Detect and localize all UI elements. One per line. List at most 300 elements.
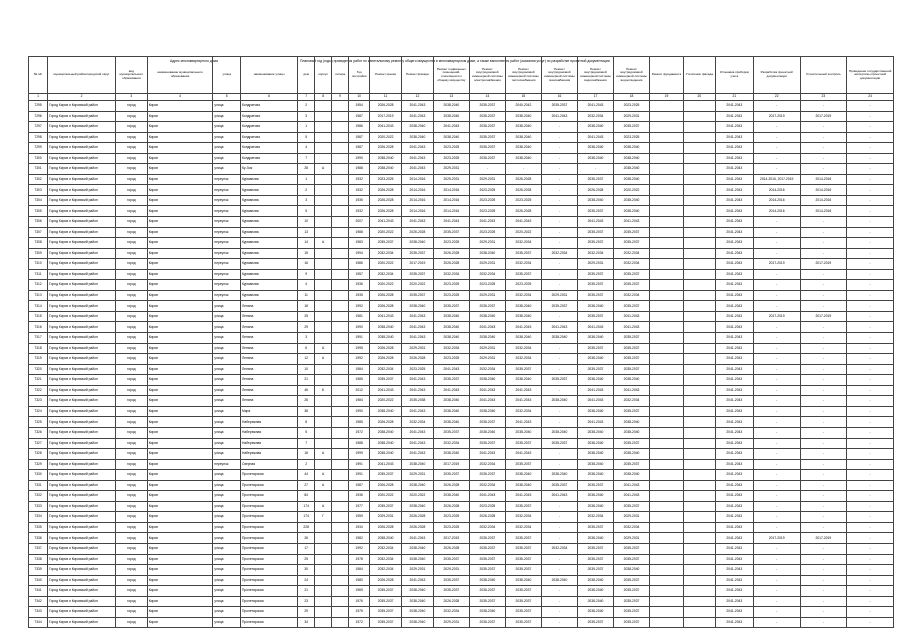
table-cell: 2041-2043 [715,607,753,618]
table-cell: 2032-2034 [469,269,505,280]
table-cell [332,385,349,396]
table-cell: 2041-2043 [433,364,469,375]
table-cell [315,227,332,238]
table-cell: 2023-2025 [614,132,650,143]
table-cell: город [115,491,147,502]
table-cell: 2029-2031 [469,290,505,301]
table-cell: 2038-2040 [370,153,402,164]
table-cell: 2026-2028 [505,206,541,217]
table-cell: 2038-2040 [505,575,541,586]
table-cell: 2035-2037 [433,554,469,565]
table-cell: - [753,501,800,512]
table-cell: 2023-2025 [505,195,541,206]
table-cell: 7316 [29,322,48,333]
table-cell: 2026-2028 [469,512,505,523]
table-cell [332,153,349,164]
column-number: 21 [715,94,753,101]
table-cell: Киров [147,512,213,523]
table-cell [315,596,332,607]
table-cell: - [847,522,894,533]
table-cell: город [115,375,147,386]
table-cell [683,101,715,112]
table-cell: 2041-2043 [402,449,434,460]
table-cell: 1972 [349,617,370,628]
table-cell: - [753,143,800,154]
table-cell: 7340 [29,575,48,586]
table-cell: 7338 [29,554,48,565]
table-cell: улица [213,543,241,554]
table-cell: 2041-2043 [715,248,753,259]
table-cell: 2023-2025 [469,206,505,217]
table-cell: Кондратова [240,153,297,164]
column-header: литера [332,57,349,94]
table-cell: улица [213,554,241,565]
table-row [29,174,894,185]
table-cell: 2017-2019 [753,533,800,544]
table-cell [683,396,715,407]
table-cell: город [115,227,147,238]
table-cell: 2041-2043 [614,322,650,333]
table-cell: переулок [213,269,241,280]
table-cell: 2041-2043 [402,111,434,122]
table-cell: 2032-2034 [370,248,402,259]
table-cell: 2017-2019 [402,259,434,270]
table-cell: 2038-2040 [370,533,402,544]
table-row [29,111,894,122]
table-cell: 7333 [29,501,48,512]
table-cell: 2041-2043 [505,385,541,396]
table-cell [683,501,715,512]
table-cell: город [115,596,147,607]
table-cell: Город Киров и Кировский район [48,575,116,586]
table-cell: 7308 [29,238,48,249]
table-cell: 1988 [349,227,370,238]
table-row [29,132,894,143]
table-cell: Мира [240,406,297,417]
table-cell [315,269,332,280]
table-cell: 2035-2037 [541,480,577,491]
table-cell: - [753,333,800,344]
table-cell: 1988 [349,164,370,175]
table-cell [650,406,684,417]
table-cell: 1984 [349,364,370,375]
table-cell: 2041-2043 [715,333,753,344]
table-row [29,522,894,533]
column-header: дом [298,57,315,94]
table-cell: Город Киров и Кировский район [48,259,116,270]
table-cell: город [115,459,147,470]
table-cell [650,575,684,586]
table-cell: Набережная [240,438,297,449]
table-cell: 21 [298,375,315,386]
table-cell: 2032-2034 [370,565,402,576]
table-cell: - [753,459,800,470]
table-cell: 2 [298,459,315,470]
table-cell: 2038-2040 [370,164,402,175]
table-cell: 2038-2040 [577,333,613,344]
table-cell: - [753,406,800,417]
table-cell: Киров [147,354,213,365]
table-cell: 2038-2040 [614,565,650,576]
table-cell: - [800,596,847,607]
column-header: Ремонт внутридомовой инженерной системы водоотведения [614,57,650,94]
table-cell: 2029-2031 [577,259,613,270]
table-cell: улица [213,301,241,312]
table-cell: 2035-2037 [505,533,541,544]
table-cell: 2038-2040 [541,333,577,344]
table-cell: 2038-2040 [541,396,577,407]
table-cell: 2035-2037 [614,406,650,417]
table-cell: 2035-2037 [614,364,650,375]
table-cell: 2017-2019 [800,533,847,544]
table-cell [315,427,332,438]
column-header: Ремонт подвальных помещений, относящихся к общему имуществу [433,57,469,94]
table-cell: 2023-2025 [433,354,469,365]
table-cell: - [847,449,894,460]
table-cell: Город Киров и Кировский район [48,217,116,228]
table-cell: 2014-2016 [402,174,434,185]
table-cell: 2032-2034 [469,480,505,491]
table-cell: - [753,343,800,354]
table-cell: 7 [298,438,315,449]
column-header: наименование улицы [240,57,297,94]
table-cell: 2035-2037 [469,143,505,154]
table-cell: 2035-2037 [577,290,613,301]
table-cell: 2017-2019 [753,259,800,270]
table-cell: 2038-2040 [433,101,469,112]
table-cell: 2035-2037 [370,470,402,481]
table-cell: 2032-2034 [577,111,613,122]
table-cell: 2041-2043 [614,311,650,322]
table-cell: 2038-2040 [505,122,541,133]
table-cell: Киров [147,522,213,533]
table-cell: - [753,512,800,523]
table-row [29,227,894,238]
table-cell [650,217,684,228]
table-cell: Киров [147,406,213,417]
table-cell [332,491,349,502]
table-cell [332,533,349,544]
table-row [29,375,894,386]
table-cell [650,206,684,217]
table-cell: 2038-2040 [433,406,469,417]
table-cell: - [847,480,894,491]
table-cell: - [541,206,577,217]
table-cell: - [541,459,577,470]
table-cell: 7318 [29,343,48,354]
table-cell: город [115,122,147,133]
table-cell: Киров [147,217,213,228]
table-cell [332,617,349,628]
table-cell: Киров [147,227,213,238]
table-cell: 2041-2043 [541,111,577,122]
table-cell: - [541,280,577,291]
table-cell: 12 [298,354,315,365]
table-cell: Город Киров и Кировский район [48,269,116,280]
table-cell: - [847,354,894,365]
table-cell: - [753,322,800,333]
table-cell: - [753,470,800,481]
table-cell: А [315,343,332,354]
table-cell: 28 [298,164,315,175]
table-cell [332,607,349,618]
table-cell: переулок [213,280,241,291]
table-cell [332,343,349,354]
column-number: 15 [505,94,541,101]
table-cell: - [541,385,577,396]
table-cell [650,512,684,523]
table-cell: 2023-2025 [505,280,541,291]
table-cell [332,364,349,375]
table-cell: - [800,449,847,460]
table-cell: 2035-2037 [577,565,613,576]
table-cell: 7339 [29,565,48,576]
table-cell [332,596,349,607]
table-cell: 2023-2025 [433,290,469,301]
column-number: 22 [753,94,800,101]
table-cell [683,153,715,164]
table-cell: - [541,586,577,597]
table-cell [315,565,332,576]
table-cell [315,301,332,312]
table-cell: 2035-2037 [614,575,650,586]
table-cell: город [115,195,147,206]
table-cell: Ленина [240,322,297,333]
table-cell [332,575,349,586]
table-cell: 1984 [349,565,370,576]
table-cell: 2041-2043 [715,174,753,185]
table-cell: 2035-2037 [614,280,650,291]
table-cell: - [541,132,577,143]
table-cell: - [847,248,894,259]
table-cell: - [800,375,847,386]
table-cell: 2041-2043 [715,554,753,565]
table-cell: - [847,396,894,407]
table-cell [332,259,349,270]
table-cell [332,375,349,386]
table-cell: 2026-2028 [433,480,469,491]
table-cell: 2038-2040 [469,406,505,417]
table-cell: - [753,586,800,597]
table-cell: 2041-2043 [715,227,753,238]
table-cell [315,311,332,322]
table-cell: - [541,354,577,365]
table-cell: 2023-2025 [469,195,505,206]
table-cell: Город Киров и Кировский район [48,343,116,354]
table-cell: 2041-2043 [469,396,505,407]
table-cell: 1994 [349,248,370,259]
table-cell [683,164,715,175]
table-cell [315,248,332,259]
table-cell: 2023-2025 [614,101,650,112]
table-cell: 2038-2040 [505,470,541,481]
table-cell [683,385,715,396]
table-cell: 29 [298,607,315,618]
table-cell [683,280,715,291]
table-cell [650,364,684,375]
column-header: Установка приборов учета [715,57,753,94]
column-number: 23 [800,94,847,101]
table-cell [683,174,715,185]
table-cell [683,185,715,196]
table-cell: 2041-2043 [505,322,541,333]
table-cell: 2038-2040 [370,322,402,333]
table-cell: 2023-2025 [433,153,469,164]
table-cell: 2032-2034 [505,512,541,523]
table-cell: улица [213,501,241,512]
table-cell: - [753,217,800,228]
table-cell: 2035-2037 [505,269,541,280]
table-cell: Город Киров и Кировский район [48,185,116,196]
table-cell: улица [213,480,241,491]
table-cell: город [115,143,147,154]
table-cell: улица [213,164,241,175]
table-cell: Город Киров и Кировский район [48,543,116,554]
table-cell [650,143,684,154]
table-cell: Город Киров и Кировский район [48,301,116,312]
table-cell: 2038-2040 [370,438,402,449]
table-cell: Киров [147,333,213,344]
table-cell [332,206,349,217]
table-cell: город [115,248,147,259]
table-cell: 7329 [29,459,48,470]
table-cell: 2038-2040 [402,501,434,512]
table-cell [315,174,332,185]
table-cell [315,185,332,196]
table-cell [683,459,715,470]
table-cell: - [800,512,847,523]
table-cell: Киров [147,132,213,143]
table-cell [315,491,332,502]
table-cell: - [753,238,800,249]
table-cell: 2026-2028 [433,501,469,512]
table-cell: 1986 [349,122,370,133]
table-cell: - [847,470,894,481]
table-cell: 2032-2034 [370,364,402,375]
table-cell [683,480,715,491]
table-cell: Пролетарская [240,617,297,628]
table-cell: 2035-2037 [370,607,402,618]
table-cell: 7344 [29,617,48,628]
table-cell: 2041-2043 [715,406,753,417]
table-cell: город [115,427,147,438]
table-cell: 2041-2043 [402,438,434,449]
table-cell: 2029-2031 [433,164,469,175]
column-header: Ремонт внутридомовой инженерной системы теплоснабжения [505,57,541,94]
table-cell [650,375,684,386]
table-cell: 2038-2040 [577,586,613,597]
table-cell [315,333,332,344]
table-cell: 2038-2040 [402,586,434,597]
column-number: 24 [847,94,894,101]
table-row [29,248,894,259]
table-cell: Киров [147,364,213,375]
table-cell: - [541,227,577,238]
table-cell [650,111,684,122]
table-cell: 2035-2037 [370,501,402,512]
table-row [29,185,894,196]
table-cell: Г [315,512,332,523]
table-cell [683,311,715,322]
column-header: Проведение государственной экспертизы проектной документации [847,57,894,94]
table-cell: 2032-2034 [614,248,650,259]
column-number: 7 [298,94,315,101]
table-cell: 2041-2043 [469,449,505,460]
table-cell: - [469,164,505,175]
table-cell: 2038-2040 [433,333,469,344]
table-cell [315,543,332,554]
table-cell: Город Киров и Кировский район [48,417,116,428]
table-cell: - [800,343,847,354]
table-cell: Киров [147,153,213,164]
table-cell: Набережная [240,417,297,428]
table-cell: 2026-2028 [402,512,434,523]
table-cell: 2038-2040 [370,406,402,417]
table-cell: 1991 [349,459,370,470]
table-cell: 2035-2037 [469,596,505,607]
table-cell [332,438,349,449]
table-cell: 7315 [29,311,48,322]
table-cell: - [800,586,847,597]
table-cell: - [847,122,894,133]
table-cell: улица [213,111,241,122]
table-row [29,143,894,154]
table-cell [650,596,684,607]
table-cell: 2032-2034 [370,269,402,280]
table-cell [650,132,684,143]
table-cell: - [847,206,894,217]
table-cell: 2026-2028 [370,301,402,312]
table-cell: Кондратова [240,111,297,122]
table-cell: Курманова [240,248,297,259]
table-cell: - [541,364,577,375]
table-cell: 2014-2016 [753,185,800,196]
table-cell: 2035-2037 [433,470,469,481]
table-cell [332,480,349,491]
table-cell [683,617,715,628]
table-cell: Киров [147,554,213,565]
table-cell: 7342 [29,596,48,607]
table-cell: 1999 [349,449,370,460]
table-cell: - [847,101,894,112]
table-cell: Город Киров и Кировский район [48,617,116,628]
table-cell: 2017-2019 [753,111,800,122]
table-cell: 1972 [349,427,370,438]
table-cell: 5 [298,427,315,438]
table-cell: Б [315,385,332,396]
table-cell: - [800,575,847,586]
table-cell: Город Киров и Кировский район [48,101,116,112]
table-cell: 10 [298,364,315,375]
table-cell: 2032-2034 [370,543,402,554]
table-cell [650,491,684,502]
table-cell [683,449,715,460]
table-cell: Город Киров и Кировский район [48,470,116,481]
table-cell: 2032-2034 [469,459,505,470]
table-cell: Город Киров и Кировский район [48,480,116,491]
table-cell: город [115,438,147,449]
table-cell: Ку-Зоя [240,164,297,175]
table-cell: 2041-2043 [715,396,753,407]
table-cell: 2038-2040 [577,449,613,460]
table-cell: - [541,512,577,523]
table-row [29,406,894,417]
table-cell: город [115,354,147,365]
table-cell: Киров [147,301,213,312]
table-cell: 2029-2031 [433,565,469,576]
table-cell [650,565,684,576]
table-row [29,259,894,270]
